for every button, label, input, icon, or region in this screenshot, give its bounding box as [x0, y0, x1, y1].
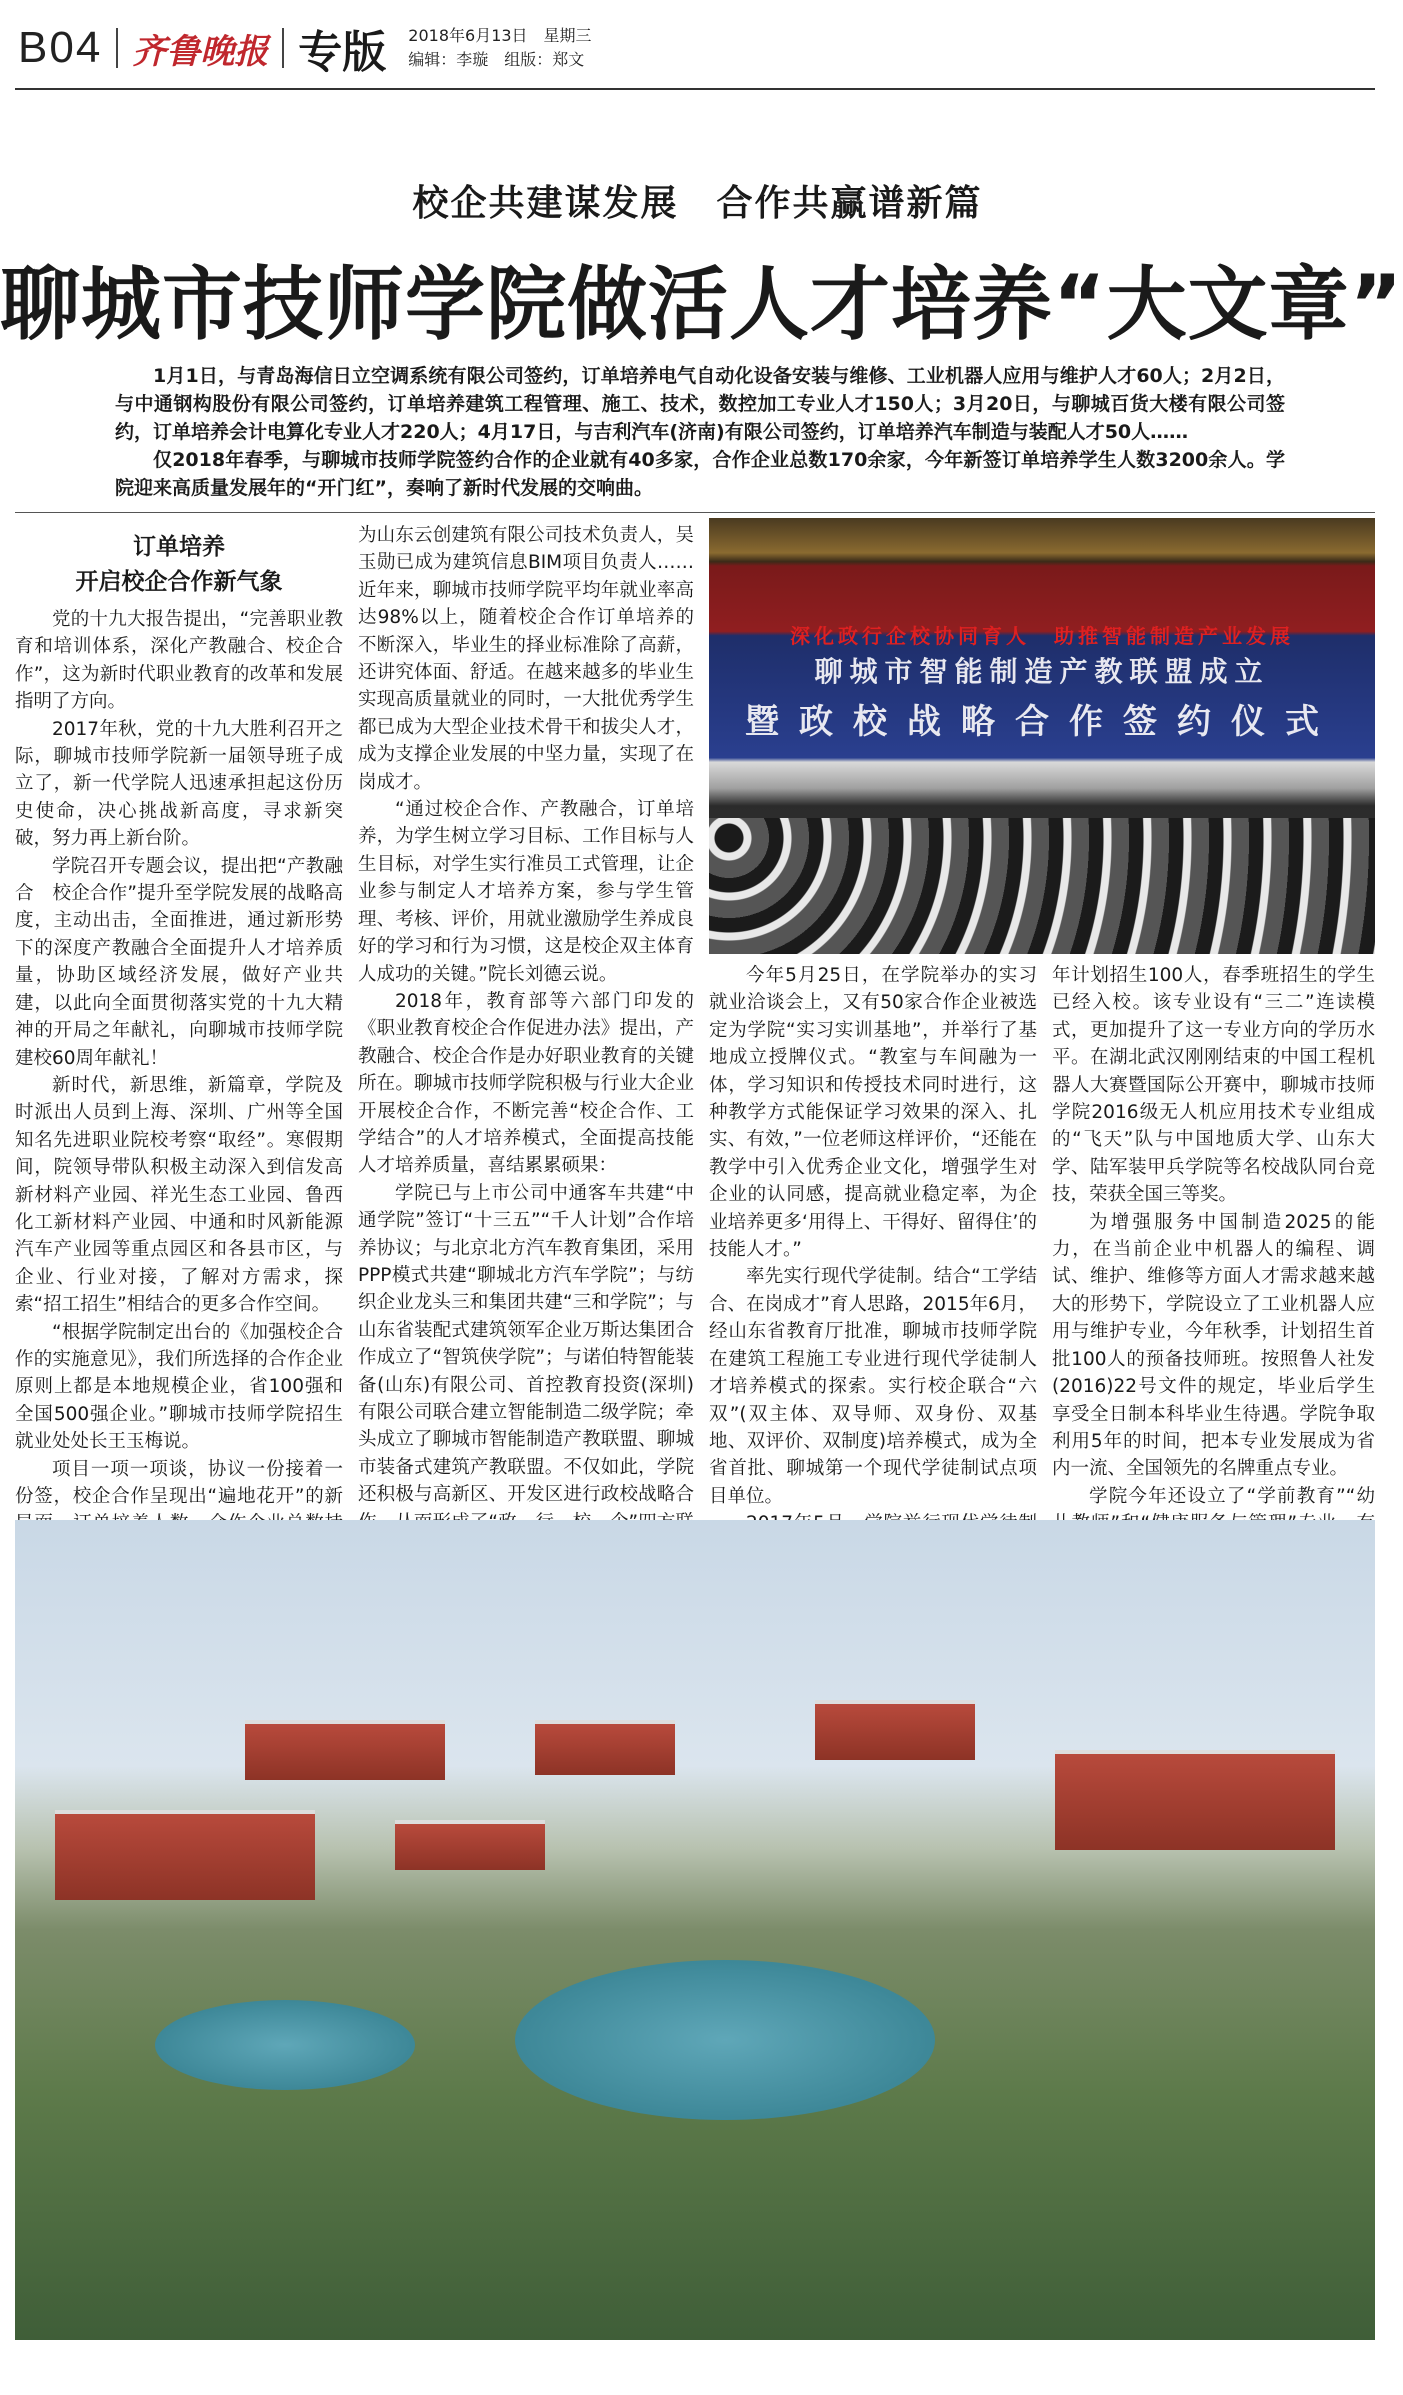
article-subtitle: 校企共建谋发展 合作共赢谱新篇: [412, 183, 983, 224]
paragraph: 为山东云创建筑有限公司技术负责人，吴玉勋已成为建筑信息BIM项目负责人……近年来，聊城市技师学院平均年就业率高达98%以上，随着校企合作订单培养的不断深入，毕业生的择业标准除了高薪，还讲究体面、舒适。在越来越多的毕业生实现高质量就业的同时，一大批优秀学生都已成为大型企业技术骨干和拔尖人才，成为支撑企业发展的中坚力量，实现了在岗成才。: [358, 525, 694, 793]
paragraph: 学院已与上市公司中通客车共建“中通学院”签订“十三五”“千人计划”合作培养协议；与北京北方汽车教育集团，采用PPP模式共建“聊城北方汽车学院”；与纺织企业龙头三和集团共建“三和学院”；与山东省装配式建筑领军企业万斯达集团合作成立了“智筑侠学院”；与诺伯特智能装备(山东)有限公司、首控教育投资(深圳)有限公司联合建立智能制造二级学院；牵头成立了聊城市智能制造产教联盟、聊城市装备式建筑产教联盟。不仅如此，学院还积极与高新区、开发区进行政校战略合: [358, 1182, 694, 1506]
building: [1055, 1750, 1335, 1850]
banner-subtitle: 暨政校战略合作签约仪式: [745, 702, 1339, 742]
paragraph: 2017年秋，党的十九大胜利召开之际，聊城市技师学院新一届领导班子成立了，新一代学院人迅速承担起这份历史使命，决心挑战新高度，寻求新突破，努力再上新台阶。: [15, 718, 343, 850]
paragraph: 新时代，新思维，新篇章，学院及时派出人员到上海、深圳、广州等全国知名先进职业院校考察“取经”。寒假期间，院领导带队积极主动深入到信发高新材料产业园、祥光生态工业园、鲁西化工新材料产业园、中通和时风新能源汽车产业园等重点园区和各县市区，与企业、行业对接，了解对方需求，探索“招工招生”相结合的更多合作空间。: [15, 1074, 343, 1316]
paragraph: 为增强服务中国制造2025的能力，在当前企业中机器人的编程、调试、维护、维修等方面人才需求越来越大的形势下，学院设立了工业机器人应用与维护专业，今年秋季，计划招生首批100人的预备技师班。按照鲁人社发(2016)22号文件的规定，毕业后学生享受全日制本科毕业生待遇。学院争取利用5年的时间，把本专业发展成为省内一流、全国领先的名牌重点专业。: [1052, 1211, 1375, 1480]
newspaper-logo: 齐鲁晚报: [132, 31, 269, 72]
header-meta: [408, 24, 591, 72]
paragraph: “通过校企合作、产教融合，订单培养，为学生树立学习目标、工作目标与人生目标，对学生实行准员工式管理，让企业参与制定人才培养方案，参与学生管理、考核、评价，用就业激励学生养成良好的学习和行为习惯，这是校企双主体育人成功的关键。”院长刘德云说。: [358, 799, 694, 985]
issue-date: 2018年6月13日 星期三: [408, 26, 592, 45]
section-subheading: 开启校企合作新气象: [75, 569, 283, 595]
building: [535, 1720, 675, 1775]
lead-text: 仅2018年春季，与聊城市技师学院签约合作的企业就有40多家，合作企业总数170余家，今年新签订单培养学生人数3200余人。学院迎来高质量发展年的“开门红”，奏响了新时代发展的交响曲。: [115, 449, 1285, 499]
paragraph: 学院今年还设立了“学前教育”“幼: [1089, 1485, 1375, 1507]
page-header: [18, 18, 592, 78]
audience: [709, 818, 1375, 954]
building: [245, 1720, 445, 1780]
column-1: [15, 522, 343, 1507]
paragraph: 2018年，教育部等六部门印发的《职业教育校企合作促进办法》提出，产教融合、校企合作是办好职业教育的关键所在。聊城市技师学院积极与行业大企业开展校企合作，不断完善“校企合作、工学结合”的人才培养模式，全面提高技能人才培养质量，喜结累累硕果：: [358, 990, 694, 1177]
column-3: [709, 962, 1037, 1507]
banner-slogan: 深化政行企校协同育人 助推智能制造产业发展: [790, 624, 1294, 648]
article-title: 聊城市技师学院做活人才培养“大文章”: [0, 258, 1403, 351]
column-4: [1052, 962, 1375, 1507]
editors: 编辑：李璇 组版：郑文: [408, 50, 585, 69]
lead-rule: [15, 512, 1375, 513]
lead-paragraph: [115, 362, 1285, 502]
paragraph: 党的十九大报告提出，“完善职业教育和培训体系，深化产教融合、校企合作”，这为新时代职业教育的改革和发展指明了方向。: [15, 609, 343, 713]
paragraph: “根据学院制定出台的《加强校企合作的实施意见》，我们所选择的合作企业原则上都是本地规模企业，省100强和全国500强企业。”聊城市技师学院招生就业处处长王玉梅说。: [15, 1321, 343, 1453]
divider: [116, 28, 118, 68]
ceremony-photo: [709, 518, 1375, 954]
lead-text: 1月1日，与青岛海信日立空调系统有限公司签约，订单培养电气自动化设备安装与维修、工业机器人应用与维护人才60人；2月2日，与中通钢构股份有限公司签约，订单培养建筑工程管理、施工、技术，数控加工专业人才150人；3月20日，与聊城百货大楼有限公司签约，订单培养会计电算化专业人才220人；4月17日，与吉利汽车(济南)有限公司签约，订单培养汽车制造与装配人才50人……: [115, 365, 1285, 443]
section-heading: 订单培养: [133, 534, 225, 560]
paragraph: 年计划招生100人，春季班招生的学生已经入校。该专业设有“三二”连读模式，更加提升了这一专业方向的学历水平。在湖北武汉刚刚结束的中国工程机器人大赛暨国际公开赛中，聊城市技师学院2016级无人机应用技术专业组成的“飞天”队与中国地质大学、山东大学、陆军装甲兵学院等名校战队同台竞技，荣获全国三等奖。: [1052, 965, 1375, 1206]
divider: [282, 28, 284, 68]
section-name: 专版: [298, 27, 387, 78]
column-2: [358, 522, 694, 1507]
pond: [155, 2000, 415, 2090]
paragraph: 项目一项一项谈，协议一份接着一份签，校企合作呈现出“遍地花开”的新: [15, 1458, 343, 1507]
paragraph: 率先实行现代学徒制。结合“工学结合、在岗成才”育人思路，2015年6月，经山东省教育厅批准，聊城市技师学院在建筑工程施工专业进行现代学徒制人才培养模式的探索。实行校企联合“六双”(双主体、双导师、双身份、双基地、双评价、双制度)培养模式，成为全省首批、聊城第一个现代学徒制试点项目单位。: [709, 1266, 1037, 1507]
building: [815, 1700, 975, 1760]
header-rule: [15, 88, 1375, 90]
building: [55, 1810, 315, 1900]
banner-title: 聊城市智能制造产教联盟成立: [814, 655, 1270, 688]
paragraph: 学院召开专题会议，提出把“产教融合 校企合作”提升至学院发展的战略高度，主动出击，全面推进，通过新形势下的深度产教融合全面提升人才培养质量，协助区域经济发展，做好产业共建，以此向全面贯彻落实党的十九大精神的开局之年献礼，向聊城市技师学院建校60周年献礼！: [15, 855, 343, 1069]
pond: [515, 1960, 935, 2120]
campus-aerial-photo: [15, 1520, 1375, 2340]
paragraph: 今年5月25日，在学院举办的实习就业洽谈会上，又有50家合作企业被选定为学院“实习实训基地”，并举行了基地成立授牌仪式。“教室与车间融为一体，学习知识和传授技术同时进行，这种教学方式能保证学习效果的深入、扎实、有效，”一位老师这样评价，“还能在教学中引入优秀企业文化，增强学生对企业的认同感，提高就业稳定率，为企业培养更多‘用得上、干得好、留得住’的技能人才。”: [709, 965, 1037, 1261]
building: [395, 1820, 545, 1870]
page-number: B04: [18, 23, 103, 72]
